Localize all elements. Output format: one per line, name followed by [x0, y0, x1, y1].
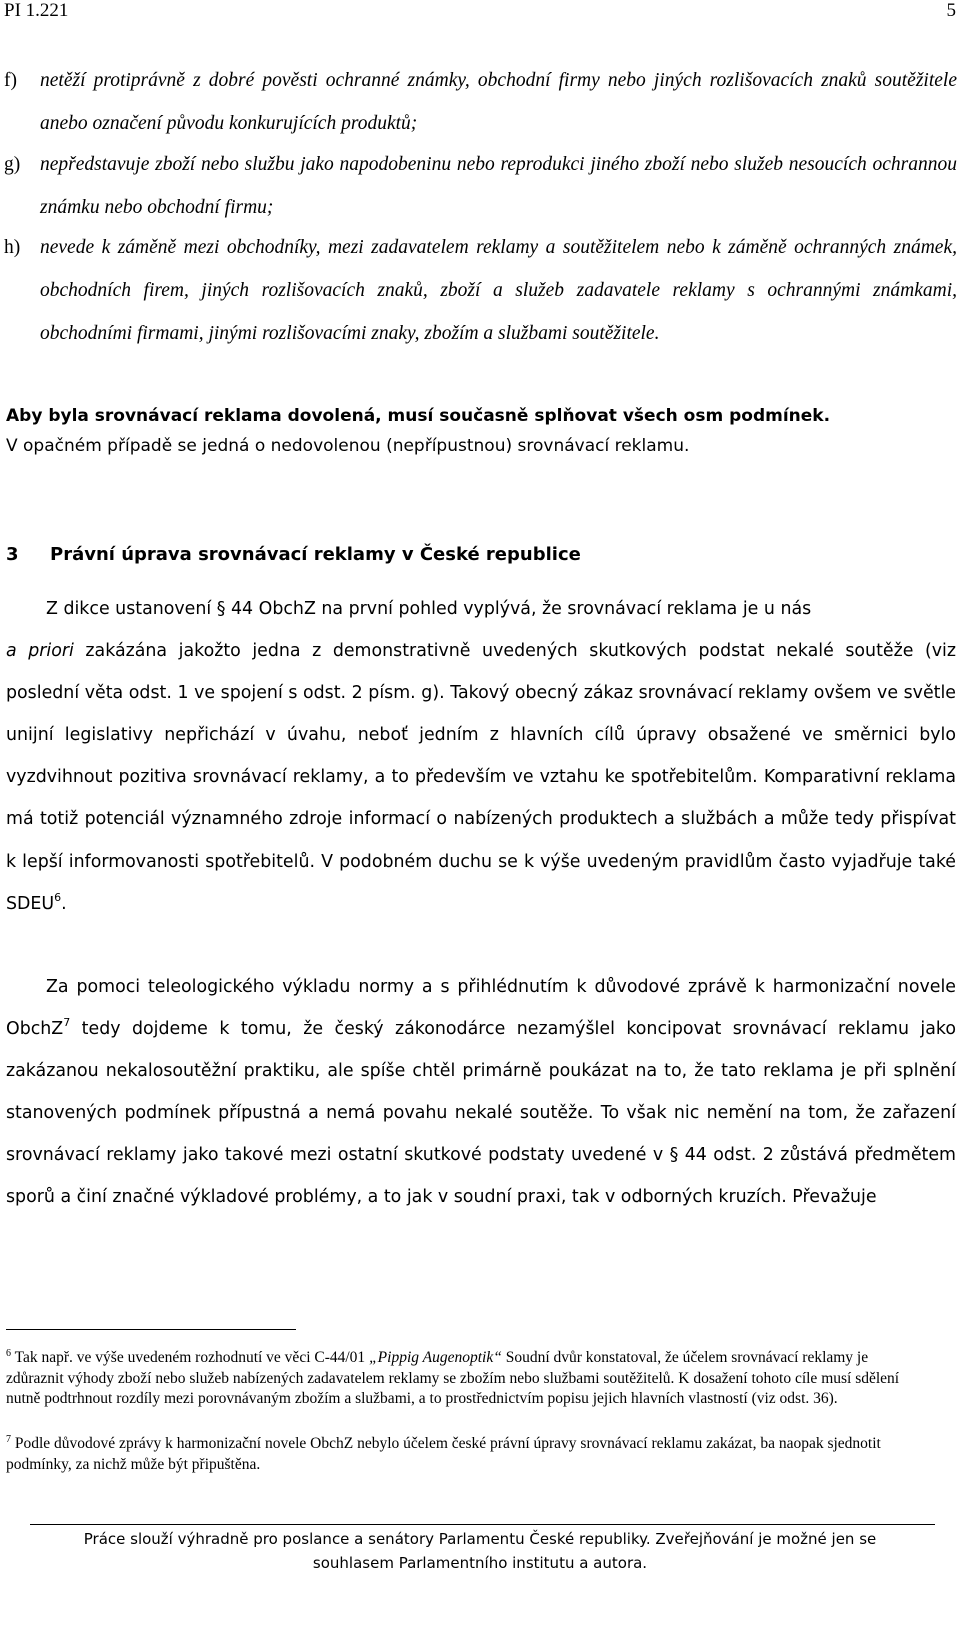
footnote-ref-7[interactable]: 7 — [63, 1016, 71, 1030]
footnote-text: Podle důvodové zprávy k harmonizační novele ObchZ nebylo účelem české právní úpravy srovnávací reklamu zakázat, ba naopak sjednotit podmínky, za nichž může být připuštěna. — [6, 1435, 881, 1473]
footnote-number: 7 — [6, 1434, 11, 1445]
paragraph-2 — [6, 966, 956, 1219]
footnote-7 — [6, 1434, 926, 1475]
section-heading — [6, 540, 956, 570]
list-item-label: f) — [4, 70, 17, 91]
section-title: Právní úprava srovnávací reklamy v České republice — [50, 544, 581, 565]
footnote-6 — [6, 1348, 926, 1410]
footer-line: Práce slouží výhradně pro poslance a senátory Parlamentu České republiky. Zveřejňování je možné jen se — [83, 1530, 877, 1548]
conditions-summary-bold: Aby byla srovnávací reklama dovolená, musí současně splňovat všech osm podmínek. — [6, 406, 831, 426]
paragraph-1-text: zakázána jakožto jedna z demonstrativně uvedených skutkových podstat nekalé soutěže (viz poslední věta odst. 1 ve spojení s odst. 2 písm. g). Takový obecný zákaz srovnávací reklamy ovšem ve světle unijní legislativy nepřichází v úvahu, neboť jedním z hlavních cílů úpravy obsažené ve směrnici bylo vyzdvihnout pozitiva srovnávací reklamy, a to především ve vztahu ke spotřebitelům. Komparativní reklama má totiž potenciál významného zdroje informací o nabízených produktech a službách a může tedy přispívat k lepší informovanosti spotřebitelů. V podobném duchu se k výše uvedeným pravidlům často vyjadřuje také SDEU — [6, 641, 956, 914]
footnote-text: Soudní dvůr konstatoval, že účelem srovnávací reklamy je zdůraznit výhody zboží nebo služeb nabízených zadavatelem reklamy se zbožím nebo službami soutěžitelů. K dosažení tohoto cíle musí sdělení nutně podtrhnout rozdíly mezi porovnávaným zbožím a službami, a to prostřednictvím popisu jejich hlavních vlastností (viz odst. 36). — [6, 1349, 900, 1407]
paragraph-1-text: Z dikce ustanovení § 44 ObchZ na první pohled vyplývá, že srovnávací reklama je u nás — [46, 599, 812, 619]
conditions-summary: V opačném případě se jedná o nedovolenou (nepřípustnou) srovnávací reklamu. — [6, 436, 690, 456]
page-number: 5 — [946, 0, 956, 21]
paragraph-1-end: . — [61, 893, 67, 914]
paragraph-2-text: Za pomoci teleologického výkladu normy a s přihlédnutím k důvodové zprávě k harmonizační novele ObchZ — [6, 977, 956, 1040]
case-name: „Pippig Augenoptik“ — [369, 1349, 502, 1366]
footer-separator — [30, 1524, 935, 1525]
document-reference: PI 1.221 — [4, 0, 69, 21]
latin-term: a priori — [6, 641, 74, 662]
list-item — [4, 226, 957, 355]
list-item — [4, 143, 957, 229]
list-item-text: netěží protiprávně z dobré pověsti ochranné známky, obchodní firmy nebo jiných rozlišovacích znaků soutěžitele anebo označení původu konkurujících produktů; — [40, 70, 957, 134]
paragraph-1 — [6, 588, 956, 925]
list-item — [4, 59, 957, 145]
page-footer — [20, 1527, 940, 1575]
footer-line: souhlasem Parlamentního institutu a autora. — [312, 1554, 648, 1572]
footnote-number: 6 — [6, 1348, 11, 1359]
footnote-separator — [6, 1329, 296, 1330]
section-number: 3 — [6, 544, 19, 565]
footnote-text: Tak např. ve výše uvedeném rozhodnutí ve věci C-44/01 — [14, 1349, 370, 1366]
list-item-label: g) — [4, 154, 21, 175]
paragraph-2-text: tedy dojdeme k tomu, že český zákonodárce nezamýšlel koncipovat srovnávací reklamu jako zakázanou nekalosoutěžní praktiku, ale spíše chtěl primárně poukázat na to, že tato reklama je při splnění stanovených podmínek přípustná a nemá povahu nekalé soutěže. To však nic nemění na tom, že zařazení srovnávací reklamy jako takové mezi ostatní skutkové podstaty uvedené v § 44 odst. 2 zůstává předmětem sporů a činí značné výkladové problémy, a to jak v soudní praxi, tak v odborných kruzích. Převažuje — [6, 1019, 956, 1208]
list-item-text: nepředstavuje zboží nebo službu jako napodobeninu nebo reprodukci jiného zboží nebo služeb nesoucích ochrannou známku nebo obchodní firmu; — [40, 154, 957, 218]
list-item-label: h) — [4, 237, 21, 258]
footnote-ref-6[interactable]: 6 — [54, 890, 62, 904]
list-item-text: nevede k záměně mezi obchodníky, mezi zadavatelem reklamy a soutěžitelem nebo k záměně ochranných známek, obchodních firem, jiných rozlišovacích znaků, zboží a služeb zadavatele reklamy s ochrannými známkami, obchodními firmami, jinými rozlišovacími znaky, zbožím a službami soutěžitele. — [40, 237, 957, 344]
